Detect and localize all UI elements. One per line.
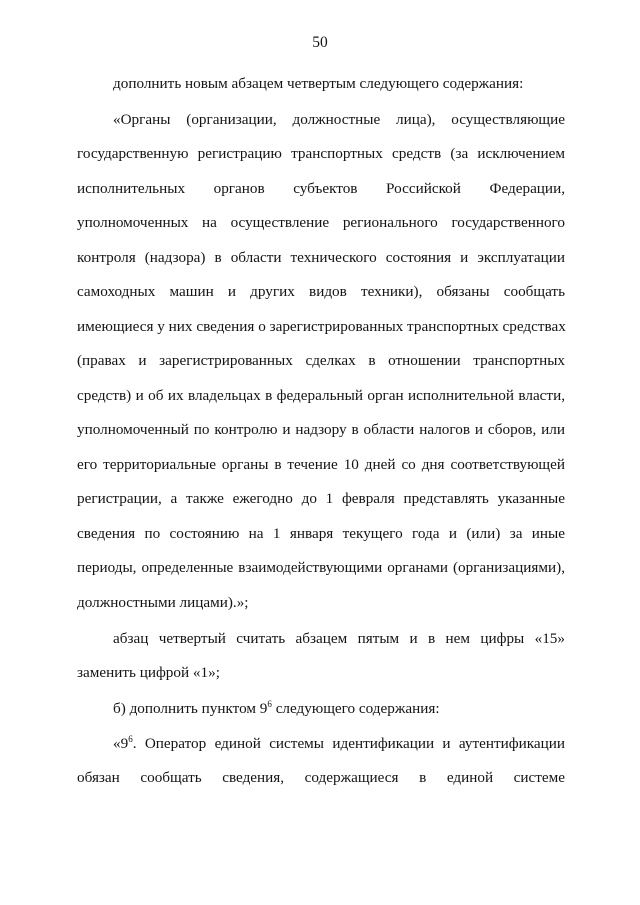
text-line [113, 700, 565, 718]
text-line: самоходных машин и других видов техники), обязаны сообщать [77, 283, 565, 300]
text-line: контроля (надзора) в области технического состояния и эксплуатации [77, 249, 565, 266]
text-fragment: следующего содержания: [271, 700, 440, 717]
text-line: должностными лицами).»; [77, 594, 249, 611]
text-line: регистрации, а также ежегодно до 1 февраля представлять указанные [77, 490, 565, 507]
text-line: уполномоченных на осуществление регионального государственного [77, 214, 565, 231]
text-line: заменить цифрой «1»; [77, 664, 220, 681]
text-line: дополнить новым абзацем четвертым следующего содержания: [113, 75, 524, 92]
text-line: его территориальные органы в течение 10 дней со дня соответствующей [77, 456, 565, 473]
superscript: 6 [128, 734, 133, 744]
text-line: уполномоченный по контролю и надзору в области налогов и сборов, или [77, 421, 565, 438]
text-line: сведения по состоянию на 1 января текущего года и (или) за иные [77, 525, 565, 542]
text-line: имеющиеся у них сведения о зарегистрированных транспортных средствах [77, 318, 566, 335]
text-line: (правах и зарегистрированных сделках в отношении транспортных [77, 352, 565, 369]
text-line [113, 735, 565, 753]
text-fragment: . Оператор единой системы идентификации и аутентификации [132, 735, 565, 752]
page-number: 50 [312, 34, 328, 51]
text-line: обязан сообщать сведения, содержащиеся в единой системе [77, 769, 565, 786]
text-fragment: «9 [113, 735, 129, 752]
text-line: государственную регистрацию транспортных средств (за исключением [77, 145, 565, 162]
text-line: периоды, определенные взаимодействующими органами (организациями), [77, 559, 565, 576]
text-line: исполнительных органов субъектов Российской Федерации, [77, 180, 565, 197]
text-fragment: б) дополнить пунктом 9 [113, 700, 268, 717]
text-line: абзац четвертый считать абзацем пятым и в нем цифры «15» [113, 630, 565, 647]
text-line: «Органы (организации, должностные лица), осуществляющие [113, 111, 565, 128]
superscript: 6 [267, 699, 272, 709]
text-line: средств) и об их владельцах в федеральный орган исполнительной власти, [77, 387, 565, 404]
